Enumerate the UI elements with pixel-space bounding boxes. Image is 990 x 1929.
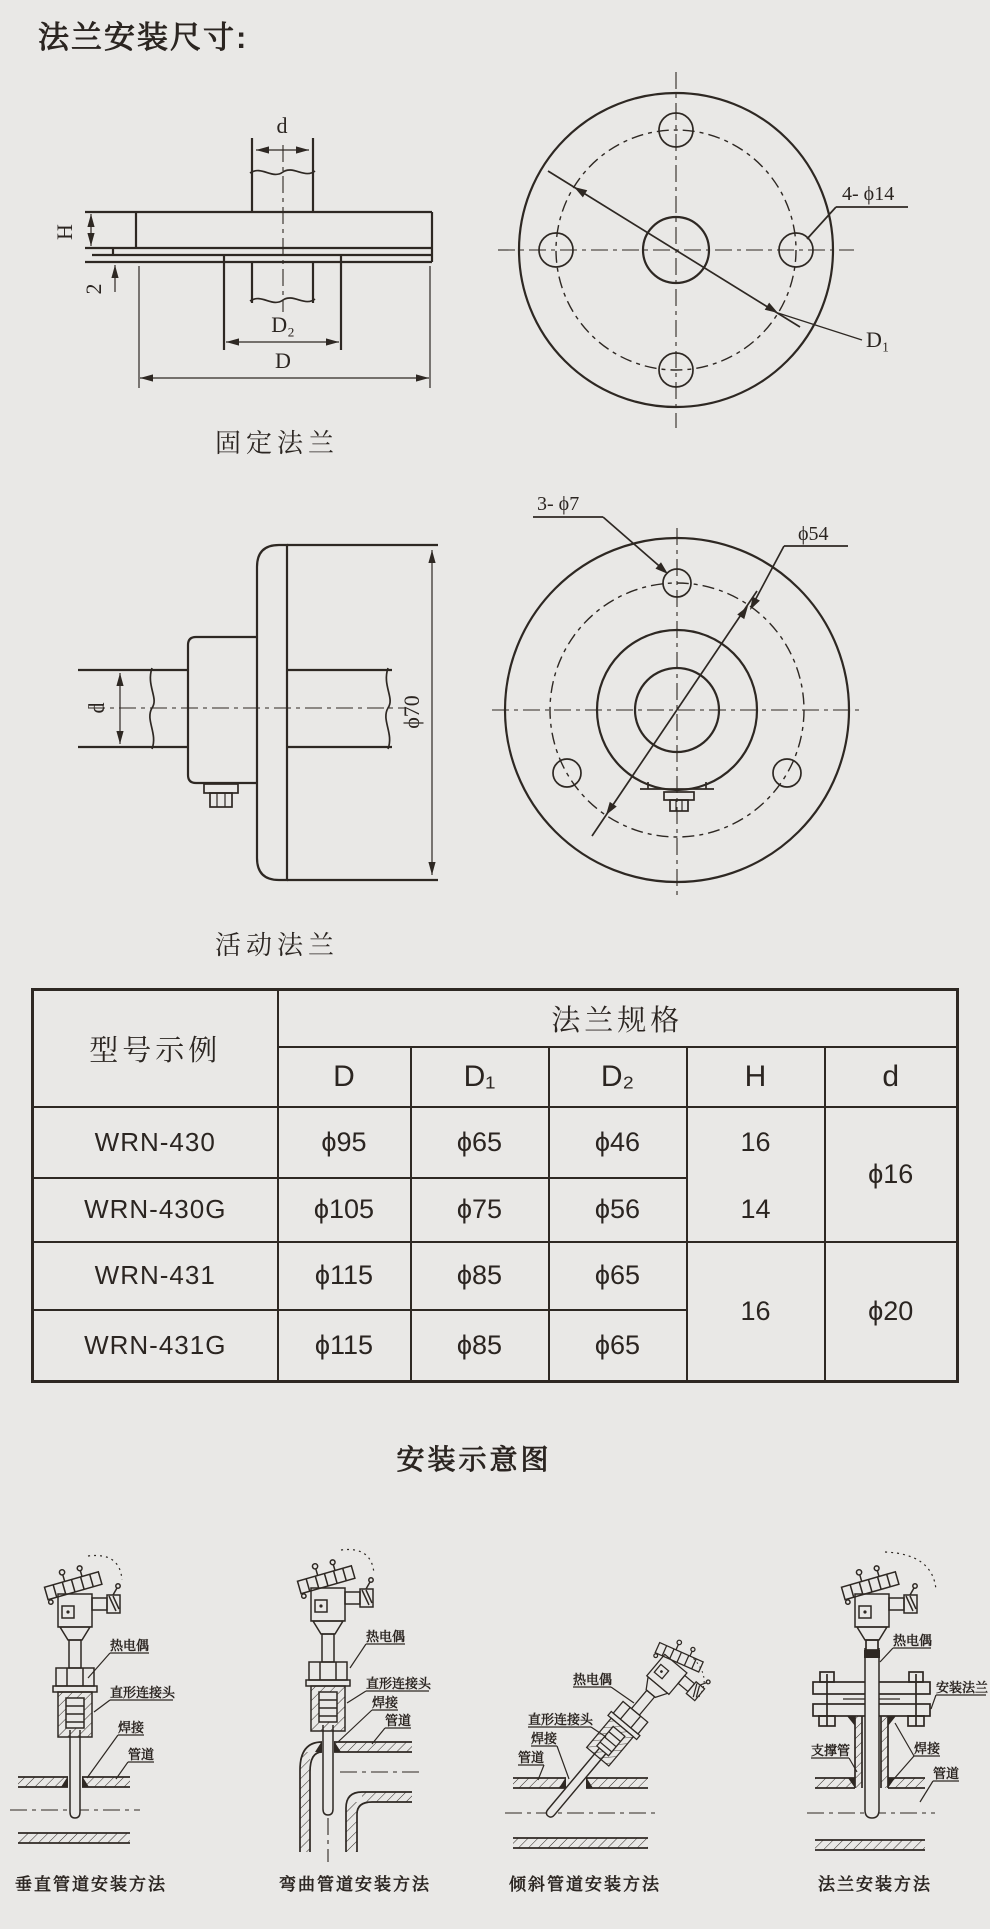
label-pipe: 管道 xyxy=(518,1750,545,1765)
dim-label-H: H xyxy=(52,224,77,240)
installation-diagrams xyxy=(0,1528,990,1873)
value-cell: ϕ75 xyxy=(411,1178,549,1242)
value-cell: ϕ56 xyxy=(549,1178,687,1242)
caption-flange-method: 法兰安装方法 xyxy=(818,1875,932,1894)
col-header-D2: D₂ xyxy=(549,1047,687,1107)
model-header-cell: 型号示例 xyxy=(33,990,278,1107)
label-thermocouple: 热电偶 xyxy=(893,1633,933,1648)
movable-flange-section-drawing xyxy=(78,545,438,960)
table-row xyxy=(33,1242,958,1310)
value-cell: ϕ65 xyxy=(549,1242,687,1310)
H-merged-cell-rows34: 16 xyxy=(687,1242,825,1382)
label-mounting-flange: 安装法兰 xyxy=(936,1680,989,1695)
col-header-H: H xyxy=(687,1047,825,1107)
dim-label-d-movable: d xyxy=(84,702,109,714)
value-cell: ϕ65 xyxy=(411,1107,549,1178)
label-weld: 焊接 xyxy=(118,1720,145,1735)
H-value-row2: 16 xyxy=(740,1126,771,1157)
H-value-row1: 14 xyxy=(740,1194,771,1224)
col-header-d: d xyxy=(825,1047,958,1107)
movable-flange-caption: 活动法兰 xyxy=(214,931,340,960)
model-cell: WRN-430G xyxy=(33,1178,278,1242)
dim-label-phi70: ϕ70 xyxy=(399,695,424,729)
dim-label-D1: D₁ xyxy=(866,327,890,352)
movable-flange-face-drawing xyxy=(492,493,862,895)
label-pipe: 管道 xyxy=(128,1747,155,1762)
caption-inclined-method: 倾斜管道安装方法 xyxy=(509,1875,661,1894)
H-merged-cell-rows12 xyxy=(687,1107,825,1242)
fixed-flange-face-drawing xyxy=(498,72,908,428)
label-connector: 直形连接头 xyxy=(528,1712,594,1727)
label-weld: 焊接 xyxy=(372,1695,399,1710)
label-connector: 直形连接头 xyxy=(110,1685,176,1700)
label-thermocouple: 热电偶 xyxy=(366,1629,406,1644)
value-cell: ϕ85 xyxy=(411,1242,549,1310)
installation-section-title: 安装示意图 xyxy=(396,1444,552,1475)
dim-label-d: d xyxy=(276,113,288,138)
fixed-flange-section-drawing xyxy=(52,113,432,458)
diagram-inclined-pipe xyxy=(505,1623,724,1848)
label-weld: 焊接 xyxy=(531,1731,558,1746)
label-connector: 直形连接头 xyxy=(366,1676,432,1691)
flange-spec-table xyxy=(31,988,959,1383)
holes-callout-3x7: 3- ϕ7 xyxy=(537,493,580,515)
table-row xyxy=(33,1107,958,1178)
caption-bent-method: 弯曲管道安装方法 xyxy=(279,1875,431,1894)
d-merged-cell-rows34: ϕ20 xyxy=(825,1242,958,1382)
col-header-D: D xyxy=(278,1047,411,1107)
caption-vertical-method: 垂直管道安装方法 xyxy=(15,1875,167,1894)
value-cell: ϕ65 xyxy=(549,1310,687,1382)
diagram-flange-mount xyxy=(807,1552,988,1850)
label-pipe: 管道 xyxy=(385,1713,412,1728)
holes-callout-4x14: 4- ϕ14 xyxy=(842,183,895,205)
diagram-bent-pipe xyxy=(294,1550,432,1863)
value-cell: ϕ105 xyxy=(278,1178,411,1242)
d-merged-cell-rows12: ϕ16 xyxy=(825,1107,958,1242)
dim-label-phi54: ϕ54 xyxy=(798,523,829,545)
model-cell: WRN-430 xyxy=(33,1107,278,1178)
dim-label-D: D xyxy=(275,348,291,373)
model-cell: WRN-431G xyxy=(33,1310,278,1382)
value-cell: ϕ46 xyxy=(549,1107,687,1178)
label-thermocouple: 热电偶 xyxy=(110,1638,150,1653)
label-thermocouple: 热电偶 xyxy=(573,1672,613,1687)
value-cell: ϕ115 xyxy=(278,1310,411,1382)
diagram-vertical-pipe xyxy=(10,1556,176,1844)
flange-drawings xyxy=(0,95,990,965)
dim-label-D2: D₂ xyxy=(271,312,295,337)
label-pipe: 管道 xyxy=(933,1766,960,1781)
page-title: 法兰安装尺寸: xyxy=(38,20,249,55)
col-header-D1: D₁ xyxy=(411,1047,549,1107)
model-cell: WRN-431 xyxy=(33,1242,278,1310)
value-cell: ϕ95 xyxy=(278,1107,411,1178)
fixed-flange-caption: 固定法兰 xyxy=(214,429,340,458)
label-support-tube: 支撑管 xyxy=(811,1743,851,1758)
label-weld: 焊接 xyxy=(914,1741,941,1756)
value-cell: ϕ115 xyxy=(278,1242,411,1310)
value-cell: ϕ85 xyxy=(411,1310,549,1382)
dim-label-2: 2 xyxy=(81,283,106,295)
spec-header-cell: 法兰规格 xyxy=(278,990,958,1047)
